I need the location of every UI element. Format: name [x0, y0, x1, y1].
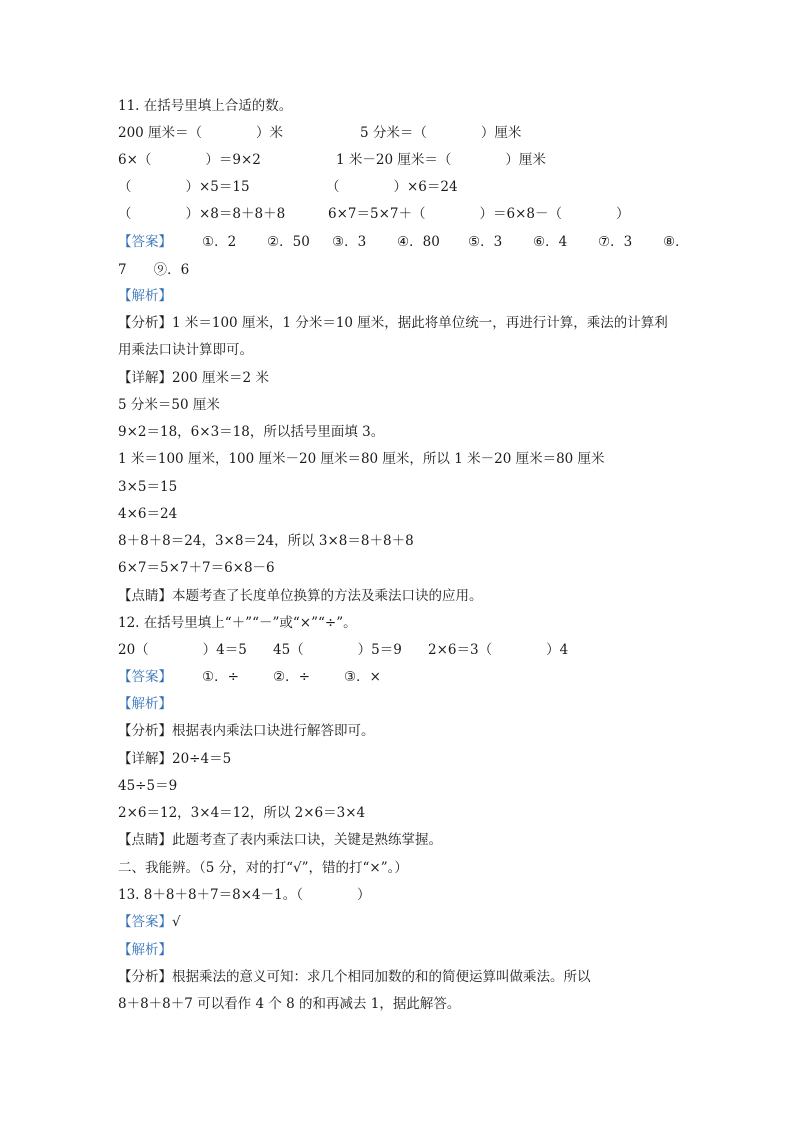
q12-title: 12. 在括号里填上“＋”“－”或“×”“÷”。 [118, 615, 357, 631]
q11-step-6: 8＋8＋8＝24，3×8＝24，所以 3×8＝8＋8＋8 [118, 533, 414, 549]
q11-answer-6: ⑥．4 [533, 234, 568, 250]
q11-xiangjie-line [118, 368, 269, 388]
q11-row2 [118, 150, 546, 170]
q12-answer-row [118, 667, 381, 687]
q11-step-4: 3×5＝15 [118, 479, 178, 495]
q12-answer-3: ③．× [344, 669, 381, 685]
q12-xiangjie-line [118, 749, 232, 769]
q11-fenxi-tag: 【分析】 [118, 315, 172, 331]
q11-answer-5: ⑤．3 [468, 234, 503, 250]
q11-answer-row [118, 232, 689, 252]
q12-answer-1: ①．÷ [202, 669, 239, 685]
q11-row4-left: （ ）×8＝8＋8＋8 [118, 206, 286, 222]
q11-answer-4: ④．80 [397, 234, 440, 250]
q11-answer-2: ②．50 [267, 234, 310, 250]
q13-fenxi-text1: 根据乘法的意义可知：求几个相同加数的和的简便运算叫做乘法。所以 [172, 969, 591, 985]
q11-answer-tag: 【答案】 [118, 234, 172, 250]
q11-fenxi-text1: 1 米＝100 厘米，1 分米＝10 厘米，据此将单位统一，再进行计算，乘法的计算利 [172, 315, 668, 331]
q11-analysis-tag: 【解析】 [118, 288, 172, 304]
q11-dianjing-tag: 【点睛】 [118, 588, 172, 604]
q11-title: 11. 在括号里填上合适的数。 [118, 98, 293, 114]
q11-answer-7: ⑦．3 [598, 234, 633, 250]
q11-step-2: 9×2＝18，6×3＝18，所以括号里面填 3。 [118, 424, 385, 440]
q12-item-2: 45（ ）5＝9 [273, 642, 402, 658]
q11-fenxi-line2: 用乘法口诀计算即可。 [118, 342, 253, 358]
q12-items-row [118, 640, 569, 660]
q12-dianjing-line [118, 830, 442, 850]
q12-item-1: 20（ ）4＝5 [118, 642, 247, 658]
q11-row2-right: 1 米－20 厘米＝（ ）厘米 [336, 152, 546, 168]
q13-answer-row [118, 912, 181, 932]
q12-fenxi-tag: 【分析】 [118, 723, 172, 739]
q11-answer-3: ③．3 [332, 234, 367, 250]
q13-answer-tag: 【答案】 [118, 914, 172, 930]
q11-row3 [118, 177, 458, 197]
q12-answer-2: ②．÷ [273, 669, 310, 685]
q11-row1 [118, 123, 522, 143]
q11-xiangjie-tag: 【详解】 [118, 370, 172, 386]
q12-step-2: 2×6＝12，3×4＝12，所以 2×6＝3×4 [118, 805, 366, 821]
q12-step-1: 45÷5＝9 [118, 778, 178, 794]
q11-answer-8: ⑧． [663, 234, 689, 250]
q11-row4-right: 6×7＝5×7＋（ ）＝6×8－（ ） [328, 206, 630, 222]
q11-row1-left: 200 厘米＝（ ）米 [118, 125, 284, 141]
section2-heading: 二、我能辨。（5 分，对的打“√”，错的打“×”。） [118, 860, 408, 876]
q11-row1-right: 5 分米＝（ ）厘米 [360, 125, 522, 141]
q12-analysis-tag: 【解析】 [118, 696, 172, 712]
q11-step-7: 6×7＝5×7＋7＝6×8－6 [118, 560, 275, 576]
q12-dianjing-tag: 【点睛】 [118, 832, 172, 848]
q12-answer-tag: 【答案】 [118, 669, 172, 685]
q12-xiangjie-text: 20÷4＝5 [172, 751, 232, 767]
q11-step-5: 4×6＝24 [118, 506, 178, 522]
q13-answer: √ [172, 914, 181, 930]
q13-analysis-tag: 【解析】 [118, 942, 172, 958]
q13-fenxi-line1 [118, 967, 591, 987]
q11-answer-1: ①．2 [202, 234, 237, 250]
q11-step-3: 1 米＝100 厘米，100 厘米－20 厘米＝80 厘米，所以 1 米－20 厘米＝80 厘米 [118, 451, 605, 467]
q12-xiangjie-tag: 【详解】 [118, 751, 172, 767]
q12-fenxi-text: 根据表内乘法口诀进行解答即可。 [172, 723, 375, 739]
q13-fenxi-line2: 8＋8＋8＋7 可以看作 4 个 8 的和再减去 1，据此解答。 [118, 996, 461, 1012]
q11-answer-continued: 7 ⑨．6 [118, 262, 190, 278]
q12-dianjing-text: 此题考查了表内乘法口诀，关键是熟练掌握。 [172, 832, 442, 848]
q11-row4 [118, 204, 630, 224]
q12-item-3: 2×6＝3（ ）4 [428, 642, 569, 658]
q11-step-1: 5 分米＝50 厘米 [118, 397, 220, 413]
q11-row3-right: （ ）×6＝24 [326, 179, 458, 195]
q11-dianjing-line [118, 586, 483, 606]
q11-xiangjie-text: 200 厘米＝2 米 [172, 370, 269, 386]
q13-title: 13. 8＋8＋8＋7＝8×4－1。（ ） [118, 887, 371, 903]
q11-dianjing-text: 本题考查了长度单位换算的方法及乘法口诀的应用。 [172, 588, 483, 604]
q13-fenxi-tag: 【分析】 [118, 969, 172, 985]
q12-fenxi-line [118, 721, 375, 741]
q11-row3-left: （ ）×5＝15 [118, 179, 250, 195]
q11-fenxi-line1 [118, 313, 668, 333]
q11-row2-left: 6×（ ）＝9×2 [118, 152, 261, 168]
